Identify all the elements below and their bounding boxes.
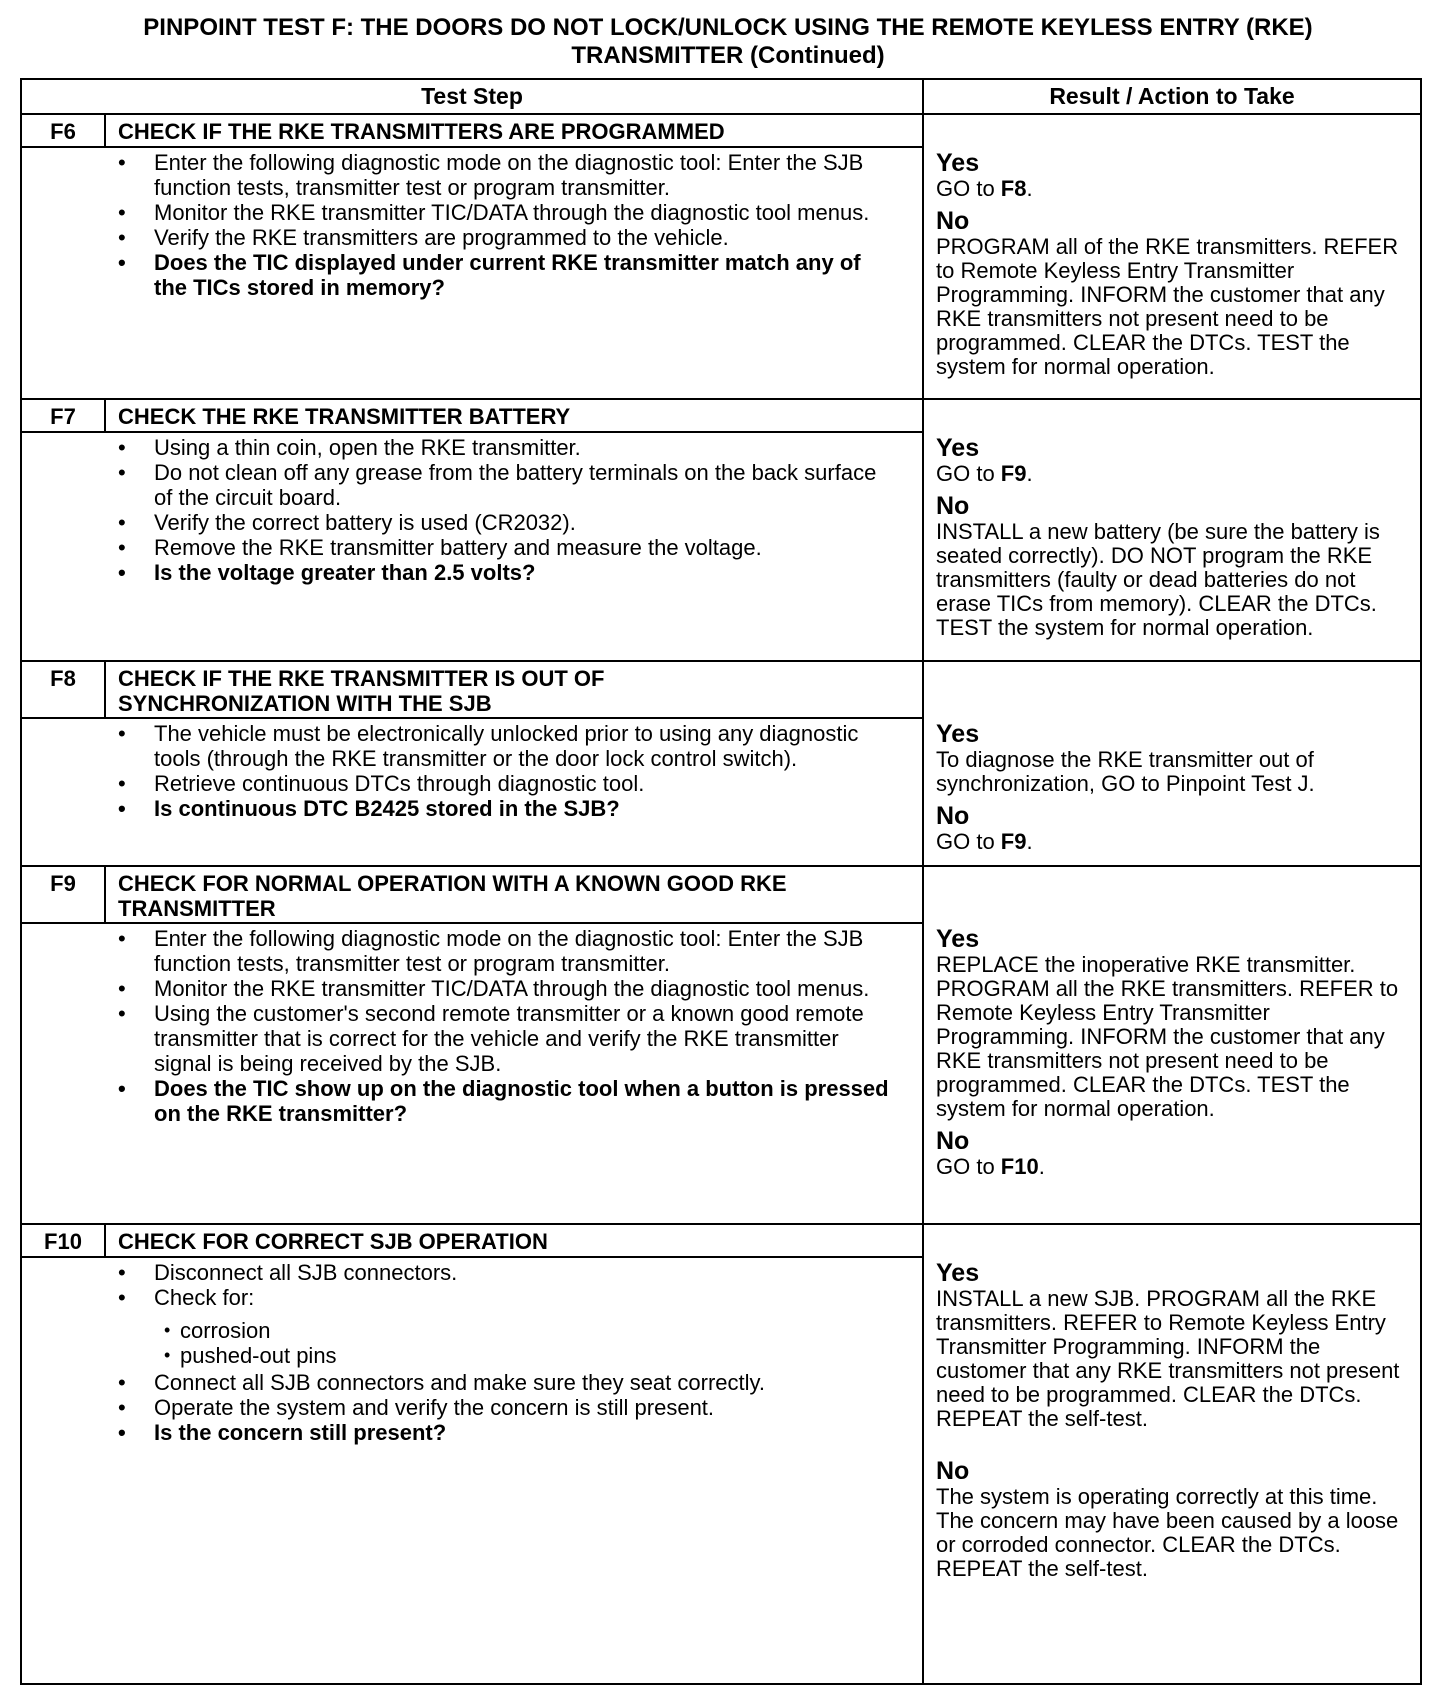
yes-label: Yes [936,149,980,177]
step-question: • Is the voltage greater than 2.5 volts? [118,560,892,585]
step-item: • Verify the correct battery is used (CR2032). [118,510,892,535]
check-sublist [118,1318,892,1368]
step-item: • Verify the RKE transmitters are programmed to the vehicle. [118,225,892,250]
step-body [22,719,924,865]
goto-ref: F9 [1000,829,1027,854]
step-item: • Operate the system and verify the concern is still present. [118,1395,892,1420]
result-cell [924,1225,1420,1683]
step-title: CHECK THE RKE TRANSMITTER BATTERY [106,400,924,433]
sub-item: • pushed-out pins [164,1343,892,1368]
step-item: • Connect all SJB connectors and make sure they seat correctly. [118,1370,892,1395]
yes-label: Yes [936,925,980,953]
column-header-result: Result / Action to Take [924,80,1420,115]
step-f8 [22,662,1420,867]
step-item: • Monitor the RKE transmitter TIC/DATA through the diagnostic tool menus. [118,200,892,225]
no-action: PROGRAM all of the RKE transmitters. REFER to Remote Keyless Entry Transmitter Programming. INFORM the customer that any RKE transmitters not present need to be programmed. CLEAR the DTCs. TEST the system for normal operation. [936,234,1399,379]
result-cell [924,400,1420,660]
yes-action: INSTALL a new SJB. PROGRAM all the RKE transmitters. REFER to Remote Keyless Entry Transmitter Programming. INFORM the customer that any RKE transmitters not present need to be programmed. CLEAR the DTCs. REPEAT the self-test. [936,1286,1400,1431]
title-line-1: PINPOINT TEST F: THE DOORS DO NOT LOCK/UNLOCK USING THE REMOTE KEYLESS ENTRY (RKE) [143,14,1313,41]
step-body [22,433,924,660]
step-title: CHECK IF THE RKE TRANSMITTER IS OUT OF SYNCHRONIZATION WITH THE SJB [106,662,924,719]
step-item: • Do not clean off any grease from the battery terminals on the back surface of the circuit board. [118,460,892,510]
step-item: • Check for: [118,1285,892,1310]
step-id: F9 [22,867,106,924]
step-question: • Is continuous DTC B2425 stored in the SJB? [118,796,892,821]
step-item: • Disconnect all SJB connectors. [118,1260,892,1285]
column-header-test-step: Test Step [22,80,924,115]
step-question: • Is the concern still present? [118,1420,892,1445]
sub-item: • corrosion [164,1318,892,1343]
yes-action: To diagnose the RKE transmitter out of synchronization, GO to Pinpoint Test J. [936,747,1315,796]
page-title [20,14,1436,70]
step-item: • Enter the following diagnostic mode on the diagnostic tool: Enter the SJB function tests, transmitter test or program transmitter. [118,926,892,976]
step-f9 [22,867,1420,1225]
step-item: • Retrieve continuous DTCs through diagnostic tool. [118,771,892,796]
step-id: F8 [22,662,106,719]
no-label: No [936,207,970,235]
goto-ref: F10 [1000,1154,1039,1179]
yes-action: GO to F9. [936,461,1033,486]
no-label: No [936,492,970,520]
no-action: INSTALL a new battery (be sure the battery is seated correctly). DO NOT program the RKE transmitters (faulty or dead batteries do not erase TICs from memory). CLEAR the DTCs. TEST the system for normal operation. [936,519,1380,640]
no-action: The system is operating correctly at this time. The concern may have been caused by a loose or corroded connector. CLEAR the DTCs. REPEAT the self-test. [936,1484,1399,1581]
yes-label: Yes [936,434,980,462]
step-body [22,924,924,1223]
result-cell [924,867,1420,1223]
goto-ref: F8 [1000,176,1027,201]
step-item: • Enter the following diagnostic mode on the diagnostic tool: Enter the SJB function tests, transmitter test or program transmitter. [118,150,892,200]
yes-label: Yes [936,720,980,748]
result-cell [924,115,1420,398]
step-title: CHECK FOR CORRECT SJB OPERATION [106,1225,924,1258]
step-id: F7 [22,400,106,433]
step-f6 [22,115,1420,400]
step-f7 [22,400,1420,662]
step-id: F6 [22,115,106,148]
step-title: CHECK FOR NORMAL OPERATION WITH A KNOWN GOOD RKE TRANSMITTER [106,867,924,924]
title-line-2: TRANSMITTER (Continued) [571,42,885,69]
step-id: F10 [22,1225,106,1258]
goto-ref: F9 [1000,461,1027,486]
step-question: • Does the TIC displayed under current RKE transmitter match any of the TICs stored in memory? [118,250,892,300]
no-action: GO to F10. [936,1154,1045,1179]
no-label: No [936,802,970,830]
step-item: • The vehicle must be electronically unlocked prior to using any diagnostic tools (through the RKE transmitter or the door lock control switch). [118,721,892,771]
step-item: • Monitor the RKE transmitter TIC/DATA through the diagnostic tool menus. [118,976,892,1001]
step-item: • Using the customer's second remote transmitter or a known good remote transmitter that is correct for the vehicle and verify the RKE transmitter signal is being received by the SJB. [118,1001,892,1076]
no-action: GO to F9. [936,829,1033,854]
yes-label: Yes [936,1259,980,1287]
step-body [22,148,924,398]
no-label: No [936,1127,970,1155]
yes-action: GO to F8. [936,176,1033,201]
result-cell [924,662,1420,865]
step-item: • Using a thin coin, open the RKE transmitter. [118,435,892,460]
pinpoint-table [20,78,1422,1685]
step-title: CHECK IF THE RKE TRANSMITTERS ARE PROGRAMMED [106,115,924,148]
yes-action: REPLACE the inoperative RKE transmitter. PROGRAM all the RKE transmitters. REFER to Remote Keyless Entry Transmitter Programming. INFORM the customer that any RKE transmitters not present need to be programmed. CLEAR the DTCs. TEST the system for normal operation. [936,952,1399,1121]
no-label: No [936,1457,970,1485]
step-item: • Remove the RKE transmitter battery and measure the voltage. [118,535,892,560]
step-question: • Does the TIC show up on the diagnostic tool when a button is pressed on the RKE transmitter? [118,1076,892,1126]
step-body [22,1258,924,1683]
step-f10 [22,1225,1420,1683]
